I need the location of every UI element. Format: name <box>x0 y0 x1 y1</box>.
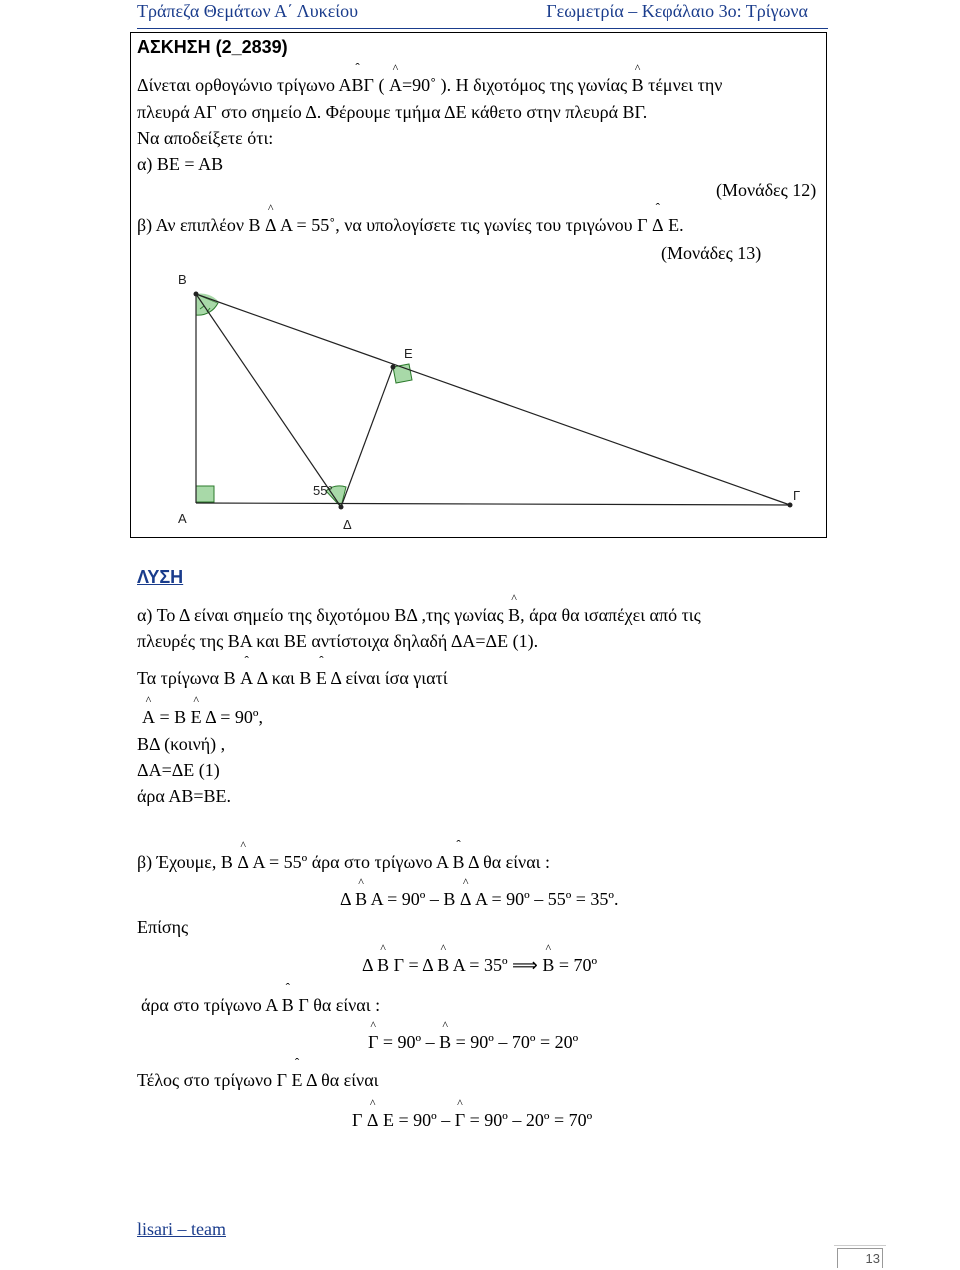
hat-letter: ^ Δ <box>367 1110 379 1131</box>
hat-letter: ^ Β <box>508 605 520 626</box>
solution-a-line-2: πλευρές της ΒΑ και ΒΕ αντίστοιχα δηλαδή ΔΑ=ΔΕ (1). <box>137 631 539 651</box>
side-ag <box>196 503 790 505</box>
hat-letter: ^ Ε <box>191 707 202 728</box>
hat-letter: ˆ Δ <box>652 215 664 236</box>
text: Γ ( <box>363 75 389 95</box>
exercise-line-3: Να αποδείξετε ότι: <box>137 128 274 148</box>
solution-a-line-5: ΒΔ (κοινή) , <box>137 734 226 754</box>
exercise-part-b <box>137 215 684 236</box>
segment-de <box>341 367 393 507</box>
point-d <box>339 505 344 510</box>
hat-letter: ^ Β <box>542 955 554 976</box>
hat-letter: ^ Δ <box>237 852 249 873</box>
right-angle-a-marker <box>196 486 214 502</box>
solution-b-line-7 <box>137 1070 378 1091</box>
exercise-line-1 <box>137 75 722 96</box>
footer-link-lisari-team[interactable]: lisari – team <box>137 1219 226 1239</box>
text: = 70º <box>554 955 598 975</box>
header-rule <box>137 28 828 29</box>
hat-letter: ˆ Α <box>240 668 253 689</box>
text: Α = 35º ⟹ <box>449 955 543 975</box>
solution-b-line-1 <box>137 852 550 873</box>
hat-letter: ˆ Β <box>453 852 465 873</box>
text: =90˚ ). Η διχοτόμος της γωνίας <box>401 75 632 95</box>
text: Δ θα είναι <box>302 1070 379 1090</box>
triangle-figure <box>130 265 827 538</box>
text: = 90º – 20º = 70º <box>465 1110 593 1130</box>
solution-b-line-6 <box>368 1032 578 1053</box>
text: β) Αν επιπλέον Β <box>137 215 265 235</box>
solution-b-line-5 <box>141 995 380 1016</box>
hat-letter: ^ Β <box>355 889 367 910</box>
text: Δίνεται ορθογώνιο τρίγωνο Α <box>137 75 352 95</box>
text: Τέλος στο τρίγωνο Γ <box>137 1070 292 1090</box>
text: Δ <box>340 889 356 909</box>
hat-letter: ˆ Β <box>352 75 364 96</box>
text: Α = 55º άρα στο τρίγωνο Α <box>248 852 453 872</box>
label-angle-55: 55° <box>313 483 333 498</box>
hat-letter: ^ Γ <box>368 1032 378 1053</box>
text: α) Το Δ είναι σημείο της διχοτόμου ΒΔ ,της γωνίας <box>137 605 509 625</box>
marks-a: (Μονάδες 12) <box>716 180 817 200</box>
point-b <box>194 292 199 297</box>
solution-a-line-6: ΔΑ=ΔΕ (1) <box>137 760 220 780</box>
label-b: Β <box>178 272 187 287</box>
hat-letter: ^ Β <box>439 1032 451 1053</box>
text: Α = 55˚, να υπολογίσετε τις γωνίες του τριγώνου Γ <box>276 215 652 235</box>
marks-b: (Μονάδες 13) <box>661 243 762 263</box>
text: = 90º – <box>378 1032 440 1052</box>
text: Τα τρίγωνα Β <box>137 668 241 688</box>
text: Ε. <box>663 215 684 235</box>
point-g <box>788 503 793 508</box>
text: Δ = 90º, <box>201 707 263 727</box>
hat-letter: ^ Β <box>437 955 449 976</box>
hat-letter: ^ Δ <box>265 215 277 236</box>
text: Ε = 90º – <box>378 1110 455 1130</box>
exercise-line-2: πλευρά ΑΓ στο σημείο Δ. Φέρουμε τμήμα ΔΕ κάθετο στην πλευρά ΒΓ. <box>137 102 648 122</box>
hat-letter: ^ Α <box>389 75 402 96</box>
solution-a-line-4 <box>142 707 263 728</box>
hat-letter: ^ Γ <box>455 1110 465 1131</box>
text: Α = 90º – Β <box>367 889 460 909</box>
solution-b-line-4 <box>362 955 597 976</box>
text: Δ θα είναι : <box>464 852 550 872</box>
hat-letter: ˆ Ε <box>316 668 327 689</box>
exercise-part-a: α) ΒΕ = ΑΒ <box>137 154 224 174</box>
hat-letter: ^ Β <box>632 75 644 96</box>
bisector-bd <box>196 294 341 507</box>
text: Δ είναι ίσα γιατί <box>326 668 448 688</box>
text: = Β <box>155 707 191 727</box>
label-g: Γ <box>793 488 801 503</box>
hat-letter: ^ Β <box>377 955 389 976</box>
label-d: Δ <box>343 517 352 532</box>
text: Γ = Δ <box>389 955 438 975</box>
text: , άρα θα ισαπέχει από τις <box>520 605 701 625</box>
hat-letter: ^ Α <box>142 707 155 728</box>
text: Δ <box>362 955 378 975</box>
header-right-title: Γεωμετρία – Κεφάλαιο 3ο: Τρίγωνα <box>546 1 808 21</box>
hat-letter: ˆ Ε <box>292 1070 303 1091</box>
text: Δ και Β <box>253 668 316 688</box>
exercise-title: ΑΣΚΗΣΗ (2_2839) <box>137 37 288 57</box>
solution-a-line-7: άρα ΑΒ=ΒΕ. <box>137 786 232 806</box>
text: Γ <box>352 1110 367 1130</box>
solution-b-line-2 <box>340 889 619 910</box>
text: = 90º – 70º = 20º <box>451 1032 579 1052</box>
page-number: 13 <box>837 1248 883 1268</box>
text: Γ θα είναι : <box>293 995 381 1015</box>
point-e <box>391 365 396 370</box>
text: β) Έχουμε, Β <box>137 852 238 872</box>
solution-a-line-3 <box>137 668 448 689</box>
solution-a-line-1 <box>137 605 701 626</box>
side-bg <box>196 294 790 505</box>
solution-title: ΛΥΣΗ <box>137 567 184 587</box>
hat-letter: ˆ Β <box>282 995 294 1016</box>
header-left-title: Τράπεζα Θεμάτων Α΄ Λυκείου <box>137 1 359 21</box>
label-e: Ε <box>404 346 413 361</box>
solution-b-line-8 <box>352 1110 592 1131</box>
hat-letter: ^ Δ <box>460 889 472 910</box>
solution-b-line-3: Επίσης <box>137 917 189 937</box>
text: άρα στο τρίγωνο Α <box>141 995 282 1015</box>
label-a: Α <box>178 511 187 526</box>
text: Α = 90º – 55º = 35º. <box>471 889 619 909</box>
text: τέμνει την <box>643 75 723 95</box>
